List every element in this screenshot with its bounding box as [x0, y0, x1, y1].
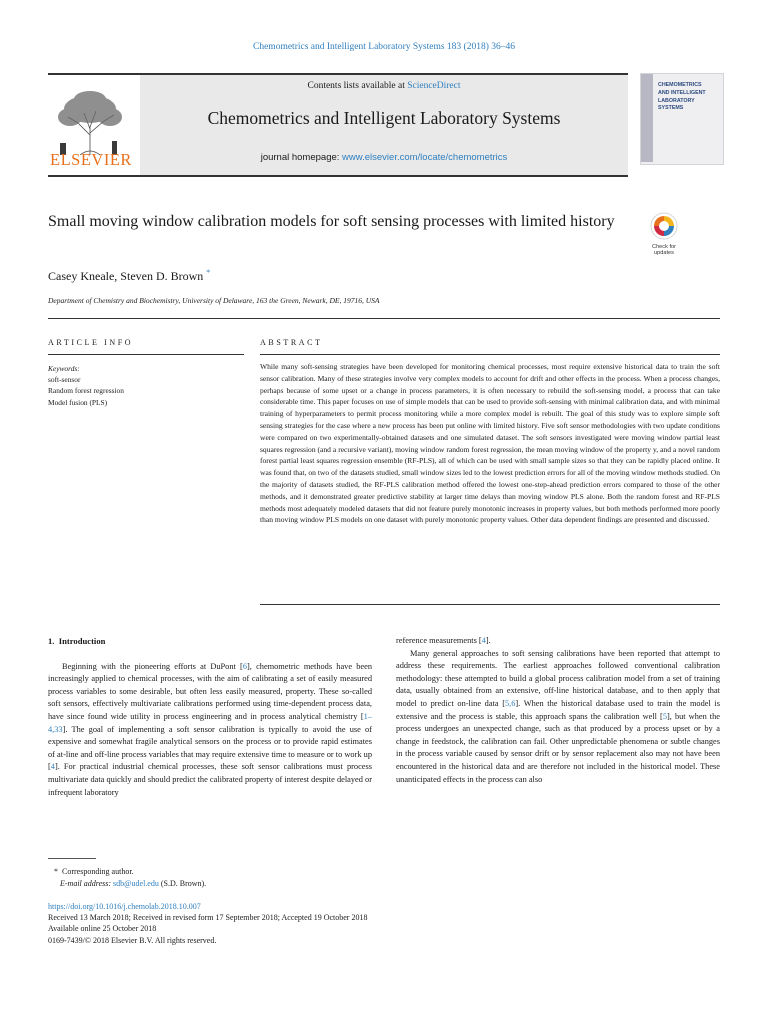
author-affiliation: Department of Chemistry and Biochemistry, University of Delaware, 163 the Green, Newark, DE, 19716, USA [48, 296, 380, 305]
section-heading-introduction: 1. Introduction [48, 636, 106, 646]
footnote-rule [48, 858, 96, 859]
abstract-rule [260, 354, 720, 355]
email-note: E-mail address: sdb@udel.edu (S.D. Brown). [60, 879, 207, 889]
journal-title: Chemometrics and Intelligent Laboratory Systems [207, 108, 561, 128]
badge-line-1: Check for [652, 244, 676, 250]
ref-link[interactable]: 4 [50, 762, 55, 772]
ref-link[interactable]: 4 [481, 636, 486, 645]
header-rule-bottom [48, 175, 628, 177]
abstract-heading: ABSTRACT [260, 338, 323, 347]
ref-link[interactable]: 1–4,33 [48, 711, 372, 734]
ref-link[interactable]: 5,6 [504, 698, 516, 708]
keyword-item: Model fusion (PLS) [48, 397, 108, 407]
header-rule-top [48, 73, 628, 75]
doi-link[interactable]: https://doi.org/10.1016/j.chemolab.2018.10.007 [48, 902, 201, 911]
keywords-list [48, 363, 124, 408]
publication-info [48, 901, 367, 946]
keyword-item: soft-sensor [48, 375, 81, 385]
journal-citation-link[interactable]: Chemometrics and Intelligent Laboratory Systems 183 (2018) 36–46 [253, 42, 515, 52]
abstract-text: While many soft-sensing strategies have been developed for monitoring chemical processes, most require extensive historical data to train the soft sensor calibration. Many of these strategies involve very complex models to account for drift and other effects in the process. When a process changes, perhaps because of some upset or a change in process parameters, it is often necessary to rebuild the soft-sensing model, a process that can take considerable time. This paper focuses on use of simple models that can be used to provide soft-sensing with minimal calibration data, and with minimal training of hyperparameters to permit process monitoring while a more complex model is rebuilt. The goal of this study was to explore simple soft sensing strategies for the case where a new process has been put online with limited history. Five soft sensor methodologies with two update conditions were compared on two experimentally-obtained datasets and one simulated dataset. The soft sensors investigated were moving window partial least squares regression (and a recursive variant), moving window random forest regression, the mean moving window of the property y, and a novel random forest partial least squares regression ensemble (RF-PLS), all of which can be used with small sample sizes so that they can be rapidly placed online. It was found that, on two of the datasets studied, small window sizes led to the lowest prediction errors for all of the moving window methods studied. On the majority of datasets studied, the RF-PLS calibration method offered the lowest one-step-ahead prediction errors compared to those of the other methods, and it demonstrated greater predictive stability at larger time delays than moving window PLS alone. Both the random forest and RF-PLS methods most adequately modeled datasets that did not feature purely monotonic increases in property values, but both methods performed more poorly than moving window PLS models on one dataset with purely monotonic property values. Other data dependent findings are presented and discussed. [260, 362, 720, 525]
corresponding-author-mark[interactable]: * [206, 268, 211, 277]
author-list: Casey Kneale, Steven D. Brown * [48, 268, 211, 283]
journal-cover-title: CHEMOMETRICS AND INTELLIGENT LABORATORY SYSTEMS [658, 82, 706, 112]
check-for-updates-icon[interactable] [642, 210, 686, 256]
footnote [54, 866, 206, 891]
intro-paragraph-1-continued: reference measurements [4]. [396, 636, 491, 645]
copyright-line: 0169-7439/© 2018 Elsevier B.V. All rights reserved. [48, 935, 217, 945]
article-info-heading: ARTICLE INFO [48, 338, 134, 347]
article-info-rule [48, 354, 244, 355]
body-column-left [48, 635, 372, 799]
keyword-item: Random forest regression [48, 386, 124, 396]
paper-title: Small moving window calibration models for soft sensing processes with limited history [48, 213, 615, 230]
intro-paragraph-1: Beginning with the pioneering efforts at DuPont [6], chemometric methods have been increasingly applied to chemical processes, with the aim of calibrating a set of easily measured process variables to some desirable, but often less easily measured, property. These so-called soft sensors, effectively multivariate calibrations performed using time-dependent process data, have since found wide utility in process engineering and in process analytical chemistry [1–4,33]. The goal of implementing a soft sensor calibration is typically to avoid the use of expensive and somewhat fragile analytical sensors on the process or to provide rapid estimates of at-line and off-line process variables that may require extensive time to measure or to work up [4]. For practical industrial chemical processes, these soft sensor calibrations must process multivariate data quickly and should predict the calibrated property of interest despite delayed or infrequent laboratory [48, 661, 373, 797]
journal-homepage-link[interactable]: www.elsevier.com/locate/chemometrics [342, 152, 508, 163]
email-link[interactable]: sdb@udel.edu [113, 879, 159, 889]
ref-link[interactable]: 6 [242, 661, 247, 671]
ref-link[interactable]: 5 [662, 711, 668, 721]
received-dates: Received 13 March 2018; Received in revised form 17 September 2018; Accepted 19 October 2018 [48, 913, 368, 923]
corresponding-author-note: * Corresponding author. [54, 867, 134, 876]
intro-paragraph-2: Many general approaches to soft sensing calibrations have been reported that attempt to address these requirements. The earliest approaches followed conventional calibration methodology: these attempted to build a global process calibration model from a set of training data, usually obtained from an extensive, off-line historical database, and to then apply that model to predict on-line data [5,6]. When the historical database used to train the model is extensive and the process is stable, this approach spans the calibration well [5], but when the process undergoes an unexpected change, such as that produced by a process upset or by a change in feedstock, the calibration can fail. Other unpredictable phenomena or subtle changes in the process variable caused by sensor drift or by sensor replacement also may not have been encountered in the historical data and are therefore not included in the historical model. These unanticipated effects in the process can also [396, 648, 720, 784]
journal-cover-spine [641, 74, 653, 162]
sciencedirect-link[interactable]: ScienceDirect [407, 81, 461, 91]
keywords-heading: Keywords: [48, 364, 80, 373]
affiliation-rule [48, 318, 720, 319]
badge-line-2: updates [654, 250, 674, 256]
journal-homepage-line: journal homepage: www.elsevier.com/locate/chemometrics [260, 152, 508, 163]
abstract-end-rule [260, 604, 720, 605]
elsevier-wordmark: ELSEVIER [50, 150, 132, 169]
body-column-right [396, 635, 720, 786]
contents-available-line: Contents lists available at ScienceDirect [307, 81, 461, 91]
available-online-date: Available online 25 October 2018 [48, 924, 157, 934]
